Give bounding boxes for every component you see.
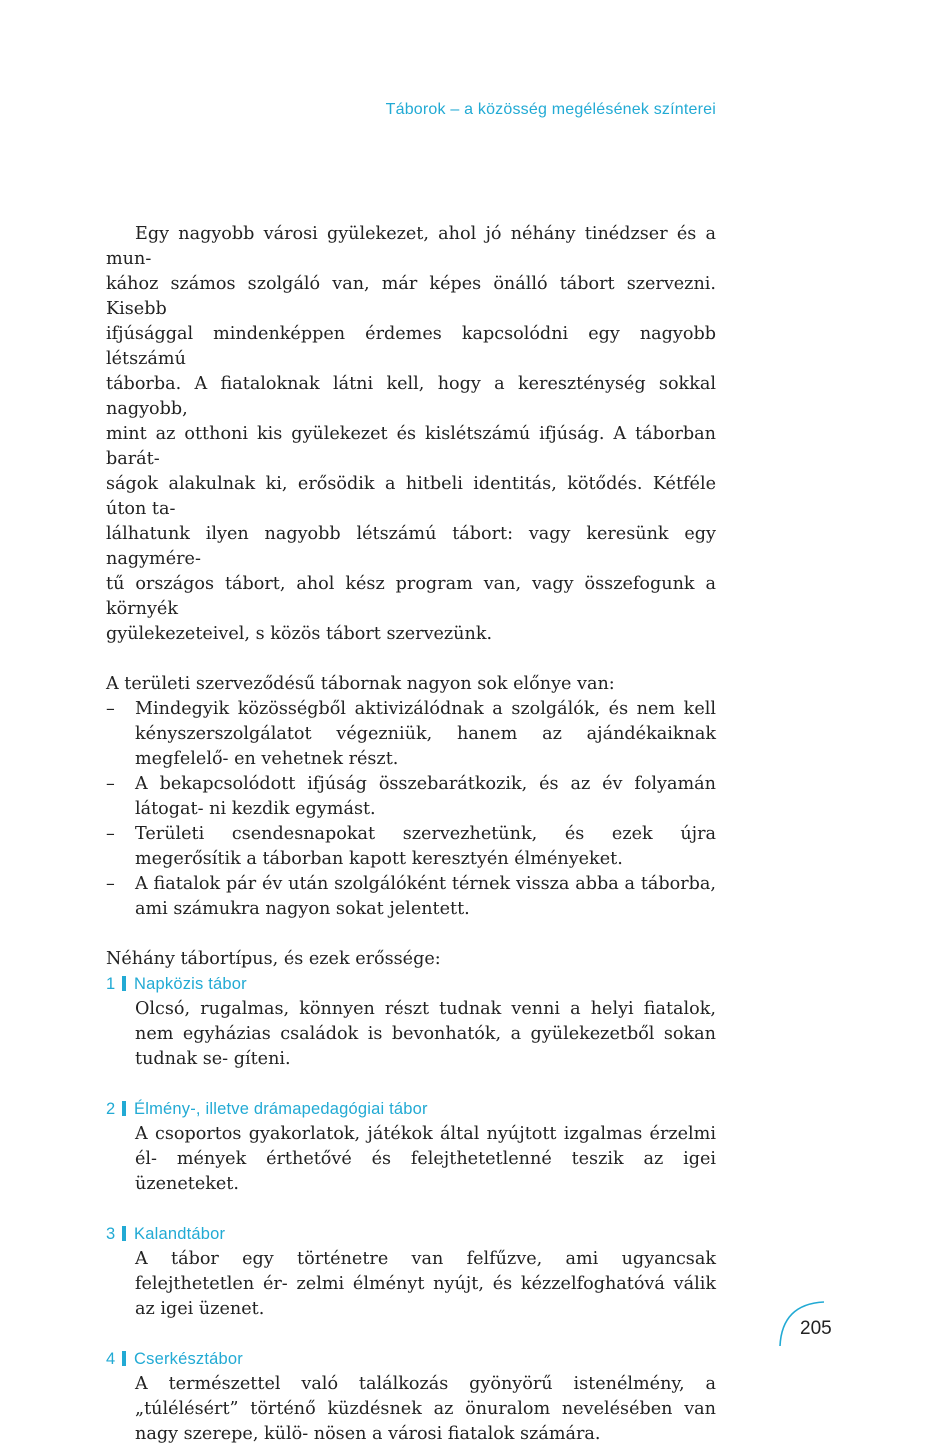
intro-line: mint az otthoni kis gyülekezet és kislétszámú ifjúság. A táborban barát- xyxy=(106,424,716,469)
intro-line: ságok alakulnak ki, erősödik a hitbeli identitás, kötődés. Kétféle úton ta- xyxy=(106,474,716,519)
camp-type-item xyxy=(106,1097,716,1197)
running-title: Táborok – a közösség megélésének színterei xyxy=(385,101,716,118)
camp-type-number: 2 xyxy=(106,1100,116,1118)
camp-type-title: Kalandtábor xyxy=(134,1225,226,1243)
camp-type-heading xyxy=(106,1222,716,1247)
list-item xyxy=(106,772,716,822)
intro-line: táborba. A fiataloknak látni kell, hogy a kereszténység sokkal nagyobb, xyxy=(106,374,716,419)
camp-type-item xyxy=(106,972,716,1072)
camp-type-number: 3 xyxy=(106,1225,116,1243)
camp-type-heading xyxy=(106,972,716,997)
intro-paragraph xyxy=(106,222,716,647)
camp-type-title: Cserkésztábor xyxy=(134,1350,243,1368)
intro-line: kához számos szolgáló van, már képes önálló tábort szervezni. Kisebb xyxy=(106,274,716,319)
camp-type-text: A természettel való találkozás gyönyörű istenélmény, a „túlélésért” történő küzdésnek az önuralom nevelésében van nagy szerepe, külö- nösen a városi fiatalok számára. xyxy=(135,1374,716,1444)
dash-bullet: – xyxy=(106,824,115,844)
list-item-text: A fiatalok pár év után szolgálóként térnek vissza abba a táborba, ami számukra nagyon sokat jelentett. xyxy=(135,874,716,919)
list-item-text: Mindegyik közösségből aktivizálódnak a szolgálók, és nem kell kényszerszolgálatot végezniük, hanem az ajándékaiknak megfelelő- en vehetnek részt. xyxy=(135,699,716,769)
list-item xyxy=(106,697,716,772)
dash-bullet: – xyxy=(106,699,115,719)
bar-marker-icon xyxy=(122,1226,126,1241)
advantages-list xyxy=(106,697,716,922)
advantages-lead: A területi szerveződésű tábornak nagyon sok előnye van: xyxy=(106,674,615,694)
camp-type-title: Napközis tábor xyxy=(134,975,247,993)
dash-bullet: – xyxy=(106,774,115,794)
camp-type-heading xyxy=(106,1347,716,1372)
camp-type-text: A csoportos gyakorlatok, játékok által nyújtott izgalmas érzelmi él- mények érthetővé és felejthetetlenné teszik az igei üzeneteket. xyxy=(135,1124,716,1194)
intro-line: gyülekezeteivel, s közös tábort szervezünk. xyxy=(106,624,493,644)
list-item-text: A bekapcsolódott ifjúság összebarátkozik, és az év folyamán látogat- ni kezdik egymást. xyxy=(135,774,716,819)
intro-line: Egy nagyobb városi gyülekezet, ahol jó néhány tinédzser és a mun- xyxy=(106,224,716,269)
dash-bullet: – xyxy=(106,874,115,894)
camp-type-item xyxy=(106,1222,716,1322)
camp-type-number: 1 xyxy=(106,975,116,993)
bar-marker-icon xyxy=(122,1351,126,1366)
camp-type-text: Olcsó, rugalmas, könnyen részt tudnak venni a helyi fiatalok, nem egyházias családok is bevonhatók, a gyülekezetből sokan tudnak se- gíteni. xyxy=(135,999,716,1069)
list-item-text: Területi csendesnapokat szervezhetünk, és ezek újra megerősítik a táborban kapott keresztyén élményeket. xyxy=(135,824,716,869)
intro-line: tű országos tábort, ahol kész program van, vagy összefogunk a környék xyxy=(106,574,716,619)
camp-type-text: A tábor egy történetre van felfűzve, ami ugyancsak felejthetetlen ér- zelmi élményt nyújt, és kézzelfoghatóvá válik az igei üzenet. xyxy=(135,1249,716,1319)
page-number: 205 xyxy=(800,1318,832,1339)
types-lead: Néhány tábortípus, és ezek erőssége: xyxy=(106,949,441,969)
bar-marker-icon xyxy=(122,1101,126,1116)
bar-marker-icon xyxy=(122,976,126,991)
camp-type-item xyxy=(106,1347,716,1447)
camp-type-number: 4 xyxy=(106,1350,116,1368)
camp-type-title: Élmény-, illetve drámapedagógiai tábor xyxy=(134,1100,428,1118)
camp-type-heading xyxy=(106,1097,716,1122)
intro-line: lálhatunk ilyen nagyobb létszámú tábort: vagy keresünk egy nagymére- xyxy=(106,524,716,569)
list-item xyxy=(106,822,716,872)
intro-line: ifjúsággal mindenképpen érdemes kapcsolódni egy nagyobb létszámú xyxy=(106,324,716,369)
list-item xyxy=(106,872,716,922)
page-body xyxy=(106,222,716,1447)
